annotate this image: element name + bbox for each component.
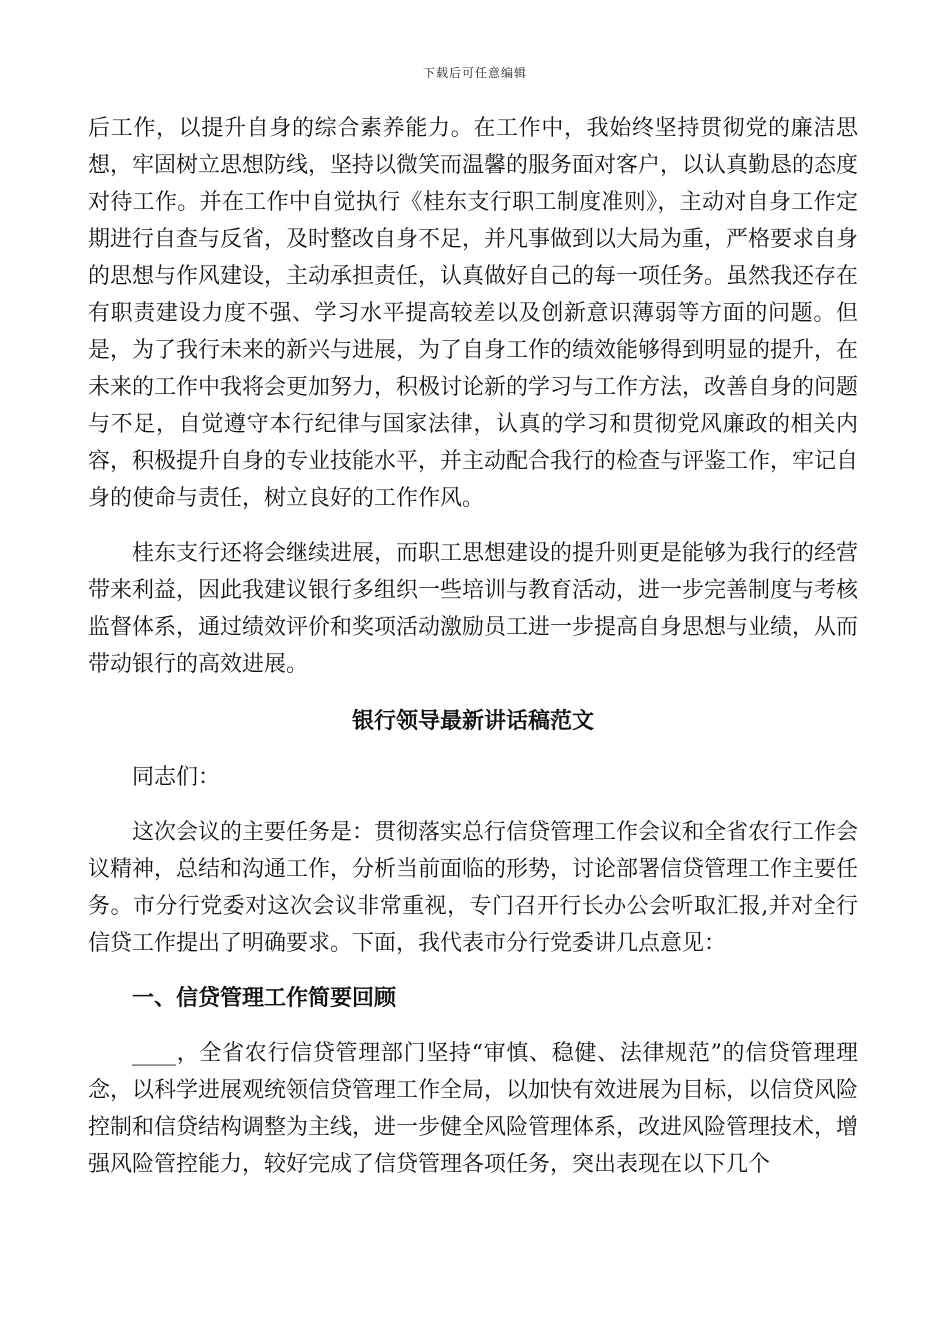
page-header-note: 下载后可任意编辑 [422, 66, 527, 80]
section-heading-review: 一、信贷管理工作简要回顾 [132, 985, 397, 1011]
paragraph-suggestion: 桂东支行还将会继续进展，而职工思想建设的提升则更是能够为我行的经营带来利益，因此我建议银行多组织一些培训与教育活动，进一步完善制度与考核监督体系，通过绩效评价和奖项活动激励员工进一步提高自身思想与业绩，从而带动银行的高效进展。 [88, 541, 859, 677]
document-title: 银行领导最新讲话稿范文 [351, 708, 594, 734]
paragraph-continued: 后工作，以提升自身的综合素养能力。在工作中，我始终坚持贯彻党的廉洁思想，牢固树立思想防线，坚持以微笑而温馨的服务面对客户，以认真勤恳的态度对待工作。并在工作中自觉执行《桂东支行职工制度准则》，主动对自身工作定期进行自查与反省，及时整改自身不足，并凡事做到以大局为重，严格要求自身的思想与作风建设，主动承担责任，认真做好自己的每一项任务。虽然我还存在有职责建设力度不强、学习水平提高较差以及创新意识薄弱等方面的问题。但是，为了我行未来的新兴与进展，为了自身工作的绩效能够得到明显的提升，在未来的工作中我将会更加努力，积极讨论新的学习与工作方法，改善自身的问题与不足，自觉遵守本行纪律与国家法律，认真的学习和贯彻党风廉政的相关内容，积极提升自身的专业技能水平，并主动配合我行的检查与评鉴工作，牢记自身的使命与责任，树立良好的工作作风。 [88, 116, 859, 511]
document-body [88, 110, 858, 1183]
paragraph-meeting-tasks: 这次会议的主要任务是：贯彻落实总行信贷管理工作会议和全省农行工作会议精神，总结和沟通工作，分析当前面临的形势，讨论部署信贷管理工作主要任务。市分行党委对这次会议非常重视，专门召开行长办公会听取汇报,并对全行信贷工作提出了明确要求。下面，我代表市分行党委讲几点意见： [88, 820, 859, 956]
greeting: 同志们： [132, 765, 221, 790]
paragraph-review: ____，全省农行信贷管理部门坚持“审慎、稳健、法律规范”的信贷管理理念，以科学进展观统领信贷管理工作全局，以加快有效进展为目标，以信贷风险控制和信贷结构调整为主线，进一步健全风险管理体系，改进风险管理技术，增强风险管控能力，较好完成了信贷管理各项任务，突出表现在以下几个 [88, 1041, 859, 1177]
